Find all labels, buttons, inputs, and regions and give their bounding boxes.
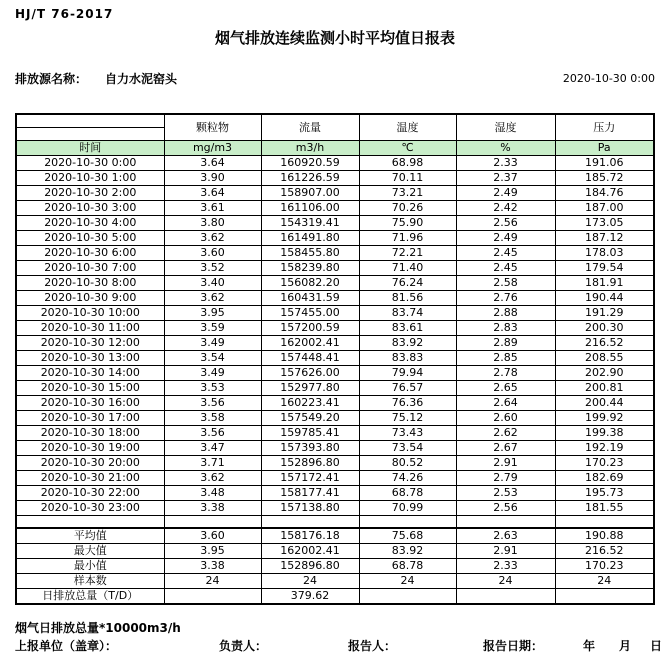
table-row: [16, 426, 654, 441]
cell: 2020-10-30 21:00: [16, 471, 164, 486]
cell: 195.73: [555, 486, 654, 501]
cell: 75.90: [359, 216, 456, 231]
cell: 76.36: [359, 396, 456, 411]
cell: 3.64: [164, 186, 261, 201]
table-row: [16, 351, 654, 366]
cell: 216.52: [555, 544, 654, 559]
cell: 2.37: [456, 171, 555, 186]
column-header-temp: 温度: [359, 114, 456, 141]
cell: 2020-10-30 14:00: [16, 366, 164, 381]
cell: 191.29: [555, 306, 654, 321]
cell: 161226.59: [261, 171, 359, 186]
page-title: 烟气排放连续监测小时平均值日报表: [214, 29, 455, 47]
cell: 202.90: [555, 366, 654, 381]
cell: 3.60: [164, 246, 261, 261]
cell: 79.94: [359, 366, 456, 381]
cell: 73.54: [359, 441, 456, 456]
cell: 3.90: [164, 171, 261, 186]
reporter-label: 报告人：: [348, 639, 397, 653]
cell: 2.33: [456, 156, 555, 171]
cell: 平均值: [16, 528, 164, 544]
summary-row: [16, 528, 654, 544]
cell: [555, 516, 654, 529]
cell: 2020-10-30 10:00: [16, 306, 164, 321]
cell: 3.71: [164, 456, 261, 471]
table-row: [16, 186, 654, 201]
cell: [359, 589, 456, 605]
cell: 156082.20: [261, 276, 359, 291]
cell: 3.48: [164, 486, 261, 501]
unit-temp: ℃: [359, 141, 456, 156]
cell: 160223.41: [261, 396, 359, 411]
spacer-row: [16, 516, 654, 529]
cell: 152977.80: [261, 381, 359, 396]
time-header: 时间: [16, 141, 164, 156]
day-label: 日: [650, 639, 663, 653]
summary-row: [16, 559, 654, 574]
cell: 83.61: [359, 321, 456, 336]
cell: 2020-10-30 1:00: [16, 171, 164, 186]
cell: 83.74: [359, 306, 456, 321]
table-row: [16, 456, 654, 471]
table-row: [16, 411, 654, 426]
cell: 3.59: [164, 321, 261, 336]
cell: 2020-10-30 6:00: [16, 246, 164, 261]
cell: 2020-10-30 2:00: [16, 186, 164, 201]
table-row: [16, 501, 654, 516]
table-row: [16, 396, 654, 411]
cell: 3.80: [164, 216, 261, 231]
cell: 2020-10-30 15:00: [16, 381, 164, 396]
cell: 24: [359, 574, 456, 589]
cell: 2020-10-30 17:00: [16, 411, 164, 426]
cell: 3.56: [164, 396, 261, 411]
cell: 3.60: [164, 528, 261, 544]
cell: 24: [261, 574, 359, 589]
cell: 2.67: [456, 441, 555, 456]
cell: 181.55: [555, 501, 654, 516]
cell: 158239.80: [261, 261, 359, 276]
cell: 179.54: [555, 261, 654, 276]
cell: [456, 589, 555, 605]
hourly-report-table: [15, 113, 655, 605]
cell: 最小值: [16, 559, 164, 574]
table-row: [16, 486, 654, 501]
cell: 3.54: [164, 351, 261, 366]
total-emission-note: 烟气日排放总量*10000m3/h: [15, 621, 181, 635]
cell: 2.45: [456, 261, 555, 276]
cell: 日排放总量（T/D）: [16, 589, 164, 605]
cell: 3.40: [164, 276, 261, 291]
cell: 200.81: [555, 381, 654, 396]
cell: 2020-10-30 22:00: [16, 486, 164, 501]
cell: 24: [555, 574, 654, 589]
cell: 181.91: [555, 276, 654, 291]
column-header-pm: 颗粒物: [164, 114, 261, 141]
cell: 154319.41: [261, 216, 359, 231]
cell: 71.96: [359, 231, 456, 246]
cell: 2.76: [456, 291, 555, 306]
cell: 3.62: [164, 291, 261, 306]
cell: 379.62: [261, 589, 359, 605]
cell: 199.38: [555, 426, 654, 441]
responsible-label: 负责人：: [219, 639, 268, 653]
cell: [164, 516, 261, 529]
column-header-flow: 流量: [261, 114, 359, 141]
cell: 2.91: [456, 456, 555, 471]
cell: 200.30: [555, 321, 654, 336]
table-row: [16, 291, 654, 306]
cell: 184.76: [555, 186, 654, 201]
cell: 2020-10-30 13:00: [16, 351, 164, 366]
cell: 162002.41: [261, 544, 359, 559]
signature-line: [0, 637, 670, 657]
table-row: [16, 306, 654, 321]
table-row: [16, 321, 654, 336]
cell: 162002.41: [261, 336, 359, 351]
cell: 2020-10-30 12:00: [16, 336, 164, 351]
cell: 3.38: [164, 501, 261, 516]
cell: 2.60: [456, 411, 555, 426]
cell: 76.24: [359, 276, 456, 291]
cell: 2020-10-30 16:00: [16, 396, 164, 411]
cell: 152896.80: [261, 559, 359, 574]
table-row: [16, 156, 654, 171]
cell: 2.53: [456, 486, 555, 501]
cell: 170.23: [555, 559, 654, 574]
cell: 3.49: [164, 366, 261, 381]
cell: 73.43: [359, 426, 456, 441]
table-row: [16, 381, 654, 396]
cell: [359, 516, 456, 529]
cell: [16, 516, 164, 529]
cell: 3.56: [164, 426, 261, 441]
column-header-humidity: 湿度: [456, 114, 555, 141]
cell: 178.03: [555, 246, 654, 261]
cell: 68.98: [359, 156, 456, 171]
cell: 2020-10-30 11:00: [16, 321, 164, 336]
cell: 2020-10-30 18:00: [16, 426, 164, 441]
table-row: [16, 366, 654, 381]
cell: 2.56: [456, 216, 555, 231]
cell: 2020-10-30 0:00: [16, 156, 164, 171]
table-row: [16, 276, 654, 291]
cell: 76.57: [359, 381, 456, 396]
cell: [164, 589, 261, 605]
cell: 158176.18: [261, 528, 359, 544]
cell: 2.45: [456, 246, 555, 261]
header-row-1: [16, 114, 654, 128]
cell: 2.65: [456, 381, 555, 396]
cell: 199.92: [555, 411, 654, 426]
cell: 2.85: [456, 351, 555, 366]
cell: 157448.41: [261, 351, 359, 366]
cell: 192.19: [555, 441, 654, 456]
cell: 2020-10-30 5:00: [16, 231, 164, 246]
cell: 152896.80: [261, 456, 359, 471]
cell: 190.44: [555, 291, 654, 306]
cell: 3.64: [164, 156, 261, 171]
cell: 2.88: [456, 306, 555, 321]
cell: 3.95: [164, 306, 261, 321]
cell: 2.89: [456, 336, 555, 351]
cell: 24: [164, 574, 261, 589]
cell: 3.62: [164, 231, 261, 246]
unit-pressure: Pa: [555, 141, 654, 156]
cell: 157200.59: [261, 321, 359, 336]
cell: 2.42: [456, 201, 555, 216]
cell: 187.12: [555, 231, 654, 246]
cell: 2.63: [456, 528, 555, 544]
cell: 3.61: [164, 201, 261, 216]
cell: 191.06: [555, 156, 654, 171]
cell: 83.92: [359, 544, 456, 559]
cell: 2020-10-30 9:00: [16, 291, 164, 306]
cell: 3.49: [164, 336, 261, 351]
cell: 83.92: [359, 336, 456, 351]
cell: 74.26: [359, 471, 456, 486]
cell: 80.52: [359, 456, 456, 471]
cell: 70.99: [359, 501, 456, 516]
cell: 68.78: [359, 559, 456, 574]
cell: 158907.00: [261, 186, 359, 201]
summary-row: [16, 589, 654, 605]
table-row: [16, 216, 654, 231]
summary-row: [16, 574, 654, 589]
cell: 170.23: [555, 456, 654, 471]
cell: 68.78: [359, 486, 456, 501]
cell: 190.88: [555, 528, 654, 544]
cell: 样本数: [16, 574, 164, 589]
cell: 70.11: [359, 171, 456, 186]
header-empty-cell: [16, 128, 164, 141]
summary-row: [16, 544, 654, 559]
year-label: 年: [583, 639, 596, 653]
emission-source-line: [15, 70, 177, 87]
cell: 2.83: [456, 321, 555, 336]
emission-source-name: 自力水泥窑头: [105, 72, 178, 86]
cell: 3.58: [164, 411, 261, 426]
cell: 3.47: [164, 441, 261, 456]
cell: [456, 516, 555, 529]
cell: 2020-10-30 8:00: [16, 276, 164, 291]
cell: 158455.80: [261, 246, 359, 261]
cell: 2.49: [456, 231, 555, 246]
cell: 73.21: [359, 186, 456, 201]
cell: 2020-10-30 19:00: [16, 441, 164, 456]
cell: 161106.00: [261, 201, 359, 216]
header-empty-cell: [16, 114, 164, 128]
table-row: [16, 231, 654, 246]
cell: 2.49: [456, 186, 555, 201]
cell: 3.38: [164, 559, 261, 574]
cell: 182.69: [555, 471, 654, 486]
cell: 70.26: [359, 201, 456, 216]
cell: 24: [456, 574, 555, 589]
cell: 157626.00: [261, 366, 359, 381]
cell: 160431.59: [261, 291, 359, 306]
unit-row: [16, 141, 654, 156]
cell: 3.95: [164, 544, 261, 559]
cell: 216.52: [555, 336, 654, 351]
cell: 159785.41: [261, 426, 359, 441]
cell: [261, 516, 359, 529]
cell: 3.53: [164, 381, 261, 396]
cell: 157549.20: [261, 411, 359, 426]
cell: 75.12: [359, 411, 456, 426]
cell: 160920.59: [261, 156, 359, 171]
cell: 157138.80: [261, 501, 359, 516]
column-header-pressure: 压力: [555, 114, 654, 141]
cell: 157455.00: [261, 306, 359, 321]
cell: 2.91: [456, 544, 555, 559]
cell: 2020-10-30 20:00: [16, 456, 164, 471]
cell: 187.00: [555, 201, 654, 216]
emission-source-label: 排放源名称：: [15, 72, 88, 86]
table-row: [16, 171, 654, 186]
cell: 71.40: [359, 261, 456, 276]
cell: 2.64: [456, 396, 555, 411]
table-row: [16, 471, 654, 486]
month-label: 月: [619, 639, 632, 653]
cell: 185.72: [555, 171, 654, 186]
cell: 200.44: [555, 396, 654, 411]
report-datetime: 2020-10-30 0:00: [562, 72, 655, 85]
cell: 81.56: [359, 291, 456, 306]
cell: 2.33: [456, 559, 555, 574]
table-row: [16, 261, 654, 276]
cell: 2.58: [456, 276, 555, 291]
cell: 2.56: [456, 501, 555, 516]
cell: 3.52: [164, 261, 261, 276]
cell: 2020-10-30 23:00: [16, 501, 164, 516]
cell: [555, 589, 654, 605]
cell: 157393.80: [261, 441, 359, 456]
cell: 2.62: [456, 426, 555, 441]
report-date-label: 报告日期：: [483, 639, 544, 653]
unit-humidity: %: [456, 141, 555, 156]
report-unit-label: 上报单位（盖章）：: [15, 639, 118, 653]
cell: 2.79: [456, 471, 555, 486]
unit-flow: m3/h: [261, 141, 359, 156]
standard-number: HJ/T 76-2017: [15, 7, 114, 21]
cell: 2020-10-30 7:00: [16, 261, 164, 276]
cell: 157172.41: [261, 471, 359, 486]
cell: 2020-10-30 3:00: [16, 201, 164, 216]
cell: 72.21: [359, 246, 456, 261]
unit-pm: mg/m3: [164, 141, 261, 156]
cell: 最大值: [16, 544, 164, 559]
table-row: [16, 336, 654, 351]
cell: 75.68: [359, 528, 456, 544]
table-row: [16, 201, 654, 216]
cell: 158177.41: [261, 486, 359, 501]
cell: 208.55: [555, 351, 654, 366]
cell: 161491.80: [261, 231, 359, 246]
table-row: [16, 246, 654, 261]
cell: 2.78: [456, 366, 555, 381]
cell: 173.05: [555, 216, 654, 231]
table-row: [16, 441, 654, 456]
cell: 2020-10-30 4:00: [16, 216, 164, 231]
cell: 83.83: [359, 351, 456, 366]
cell: 3.62: [164, 471, 261, 486]
